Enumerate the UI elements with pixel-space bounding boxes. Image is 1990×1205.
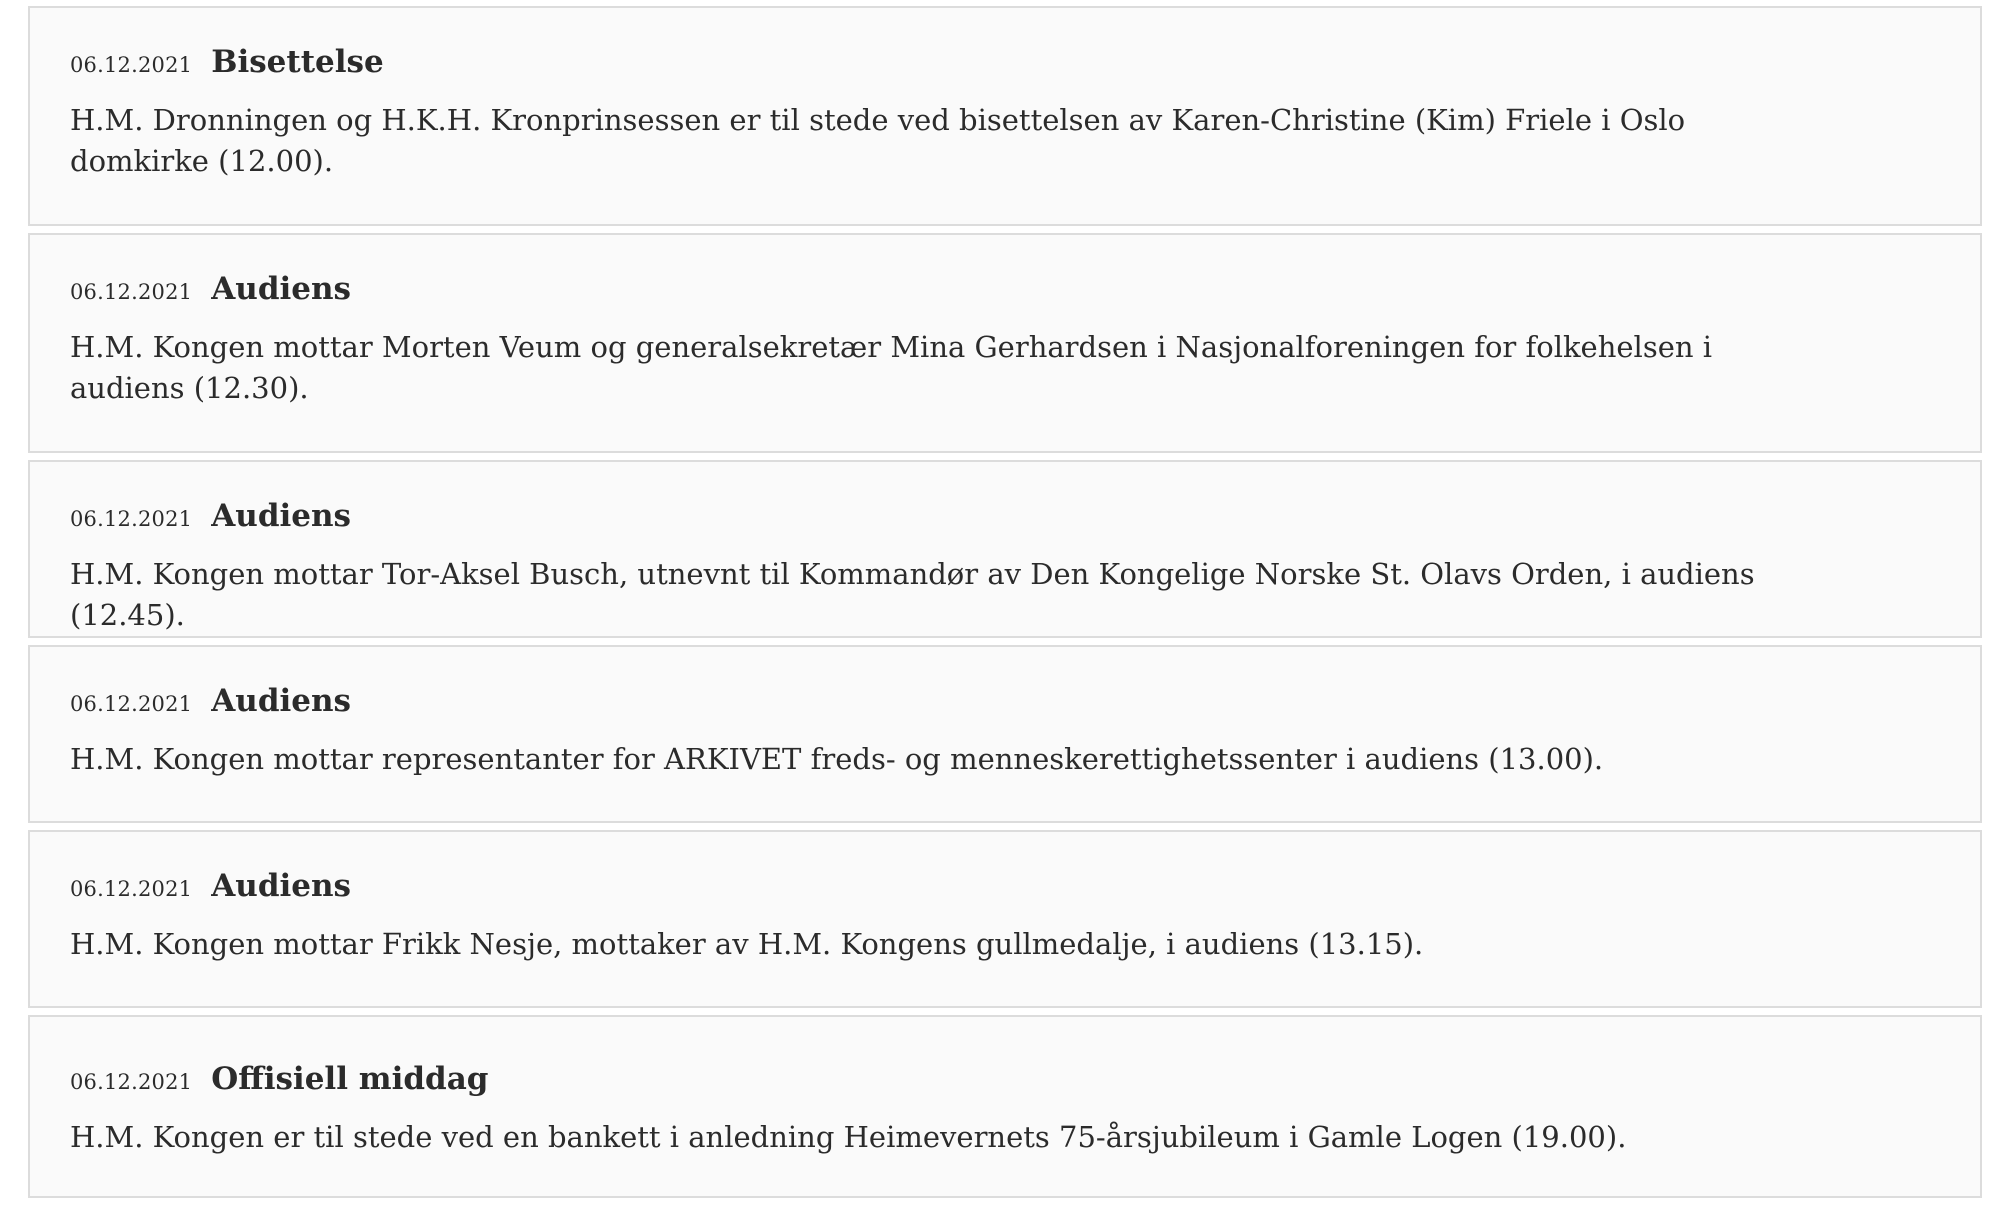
event-card — [28, 1015, 1982, 1198]
event-header — [70, 683, 1940, 727]
event-date: 06.12.2021 — [70, 692, 193, 716]
event-title: Audiens — [211, 868, 352, 904]
event-title: Offisiell middag — [211, 1061, 489, 1097]
event-list — [28, 6, 1982, 1205]
event-card — [28, 645, 1982, 823]
event-card — [28, 233, 1982, 453]
event-description: H.M. Dronningen og H.K.H. Kronprinsessen er til stede ved bisettelsen av Karen-Christine (Kim) Friele i Oslo domkirke (12.00). — [70, 103, 1686, 178]
event-card — [28, 6, 1982, 226]
event-title: Bisettelse — [211, 44, 384, 80]
event-title: Audiens — [211, 683, 352, 719]
event-date: 06.12.2021 — [70, 507, 193, 531]
event-header — [70, 271, 1940, 315]
event-card — [28, 830, 1982, 1008]
event-date: 06.12.2021 — [70, 877, 193, 901]
event-header — [70, 868, 1940, 912]
event-description: H.M. Kongen mottar Tor-Aksel Busch, utnevnt til Kommandør av Den Kongelige Norske St. Olavs Orden, i audiens (12.45). — [70, 557, 1755, 632]
event-title: Audiens — [211, 498, 352, 534]
event-description: H.M. Kongen er til stede ved en bankett i anledning Heimevernets 75-årsjubileum i Gamle Logen (19.00). — [70, 1120, 1627, 1154]
event-description: H.M. Kongen mottar Frikk Nesje, mottaker av H.M. Kongens gullmedalje, i audiens (13.15). — [70, 927, 1424, 961]
event-card — [28, 460, 1982, 638]
event-header — [70, 498, 1940, 542]
event-description: H.M. Kongen mottar representanter for ARKIVET freds- og menneskerettighetssenter i audiens (13.00). — [70, 742, 1604, 776]
event-description: H.M. Kongen mottar Morten Veum og generalsekretær Mina Gerhardsen i Nasjonalforeningen for folkehelsen i audiens (12.30). — [70, 330, 1713, 405]
event-date: 06.12.2021 — [70, 53, 193, 77]
event-header — [70, 44, 1940, 88]
event-date: 06.12.2021 — [70, 1070, 193, 1094]
event-date: 06.12.2021 — [70, 280, 193, 304]
event-header — [70, 1061, 1940, 1105]
event-title: Audiens — [211, 271, 352, 307]
